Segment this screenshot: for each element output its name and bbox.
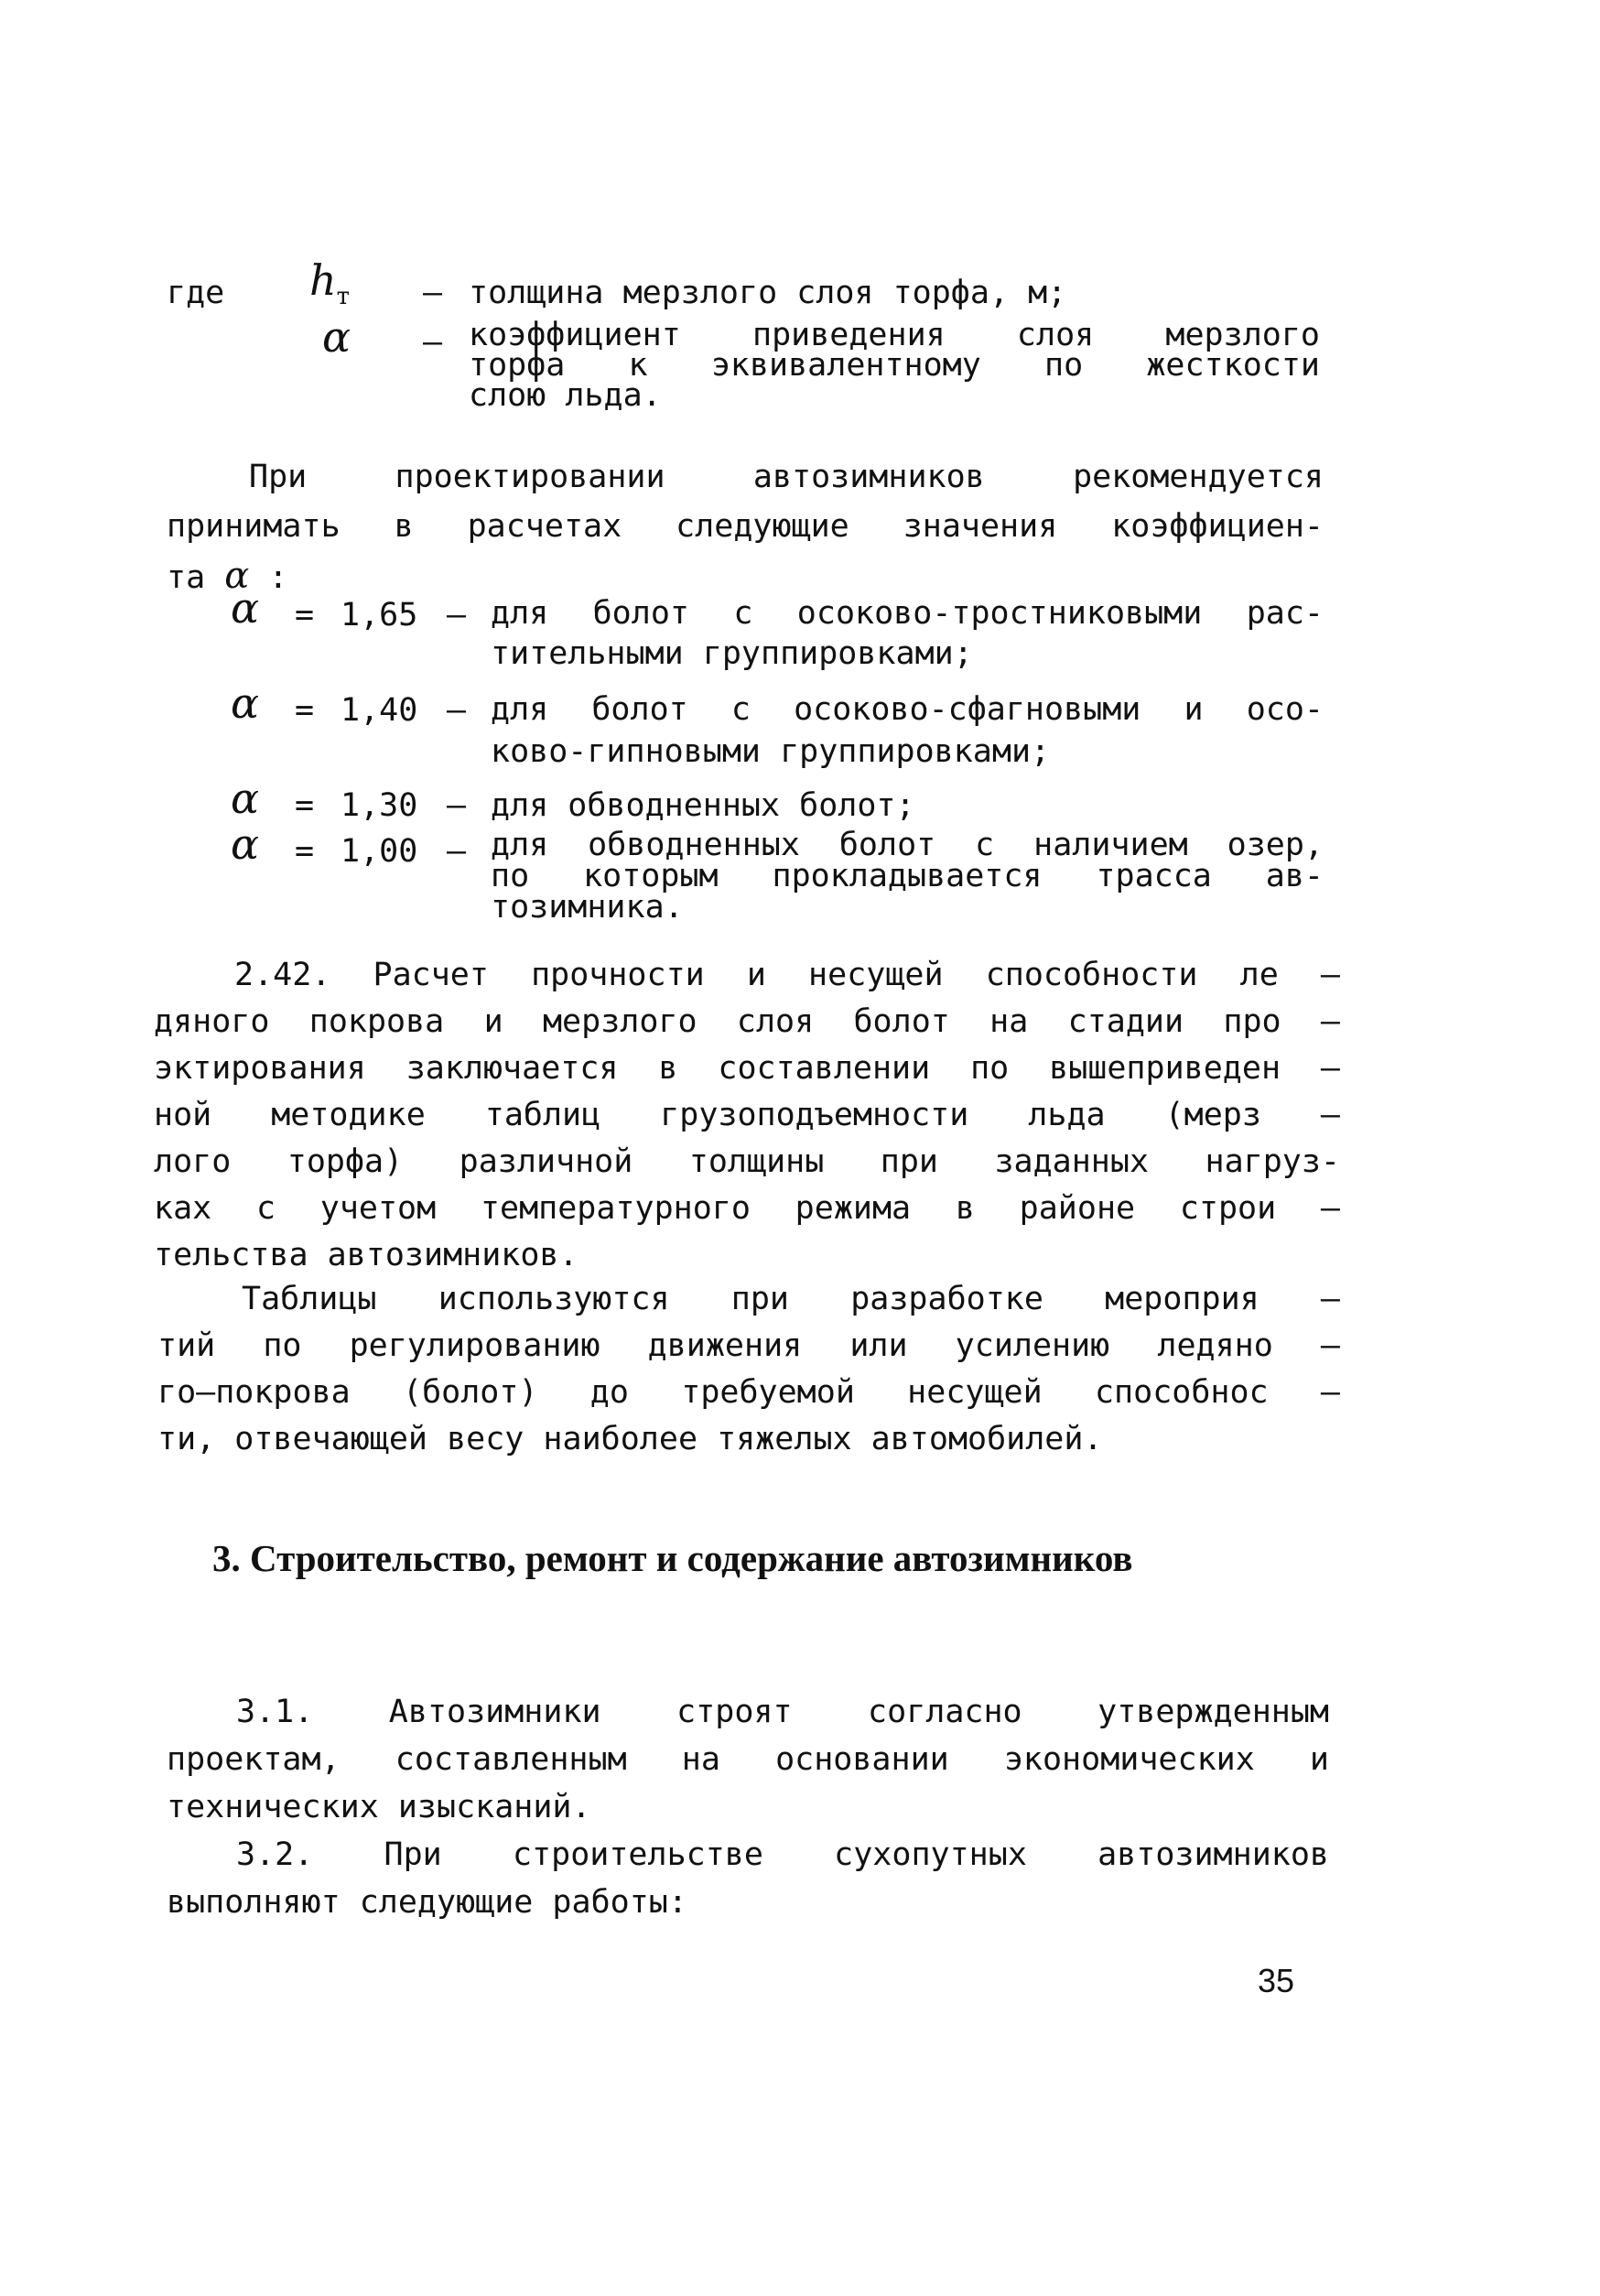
page-number: 35 bbox=[1258, 1962, 1295, 1999]
where-label: где bbox=[167, 275, 225, 311]
paragraph-3-1: 3.1. Автозимники строят согласно утвержденным проектам, составленным на основании экономических и технических изысканий. bbox=[167, 1694, 1329, 1825]
coefficient-value: 1,65 bbox=[341, 597, 418, 634]
paragraph-tables: Таблицы используются при разработке мероприя – тий по регулированию движения или усилению ледяно – го–покрова (болот) до требуемой несущей способнос – ти, отвечающей весу наиболее тяжелых автомобилей. bbox=[157, 1281, 1340, 1457]
symbol-alpha: α bbox=[231, 819, 260, 869]
definition-dash: – bbox=[423, 324, 443, 361]
coefficient-dash: – bbox=[447, 692, 467, 729]
symbol-h: $h_т$ bbox=[309, 255, 351, 311]
symbol-alpha: α bbox=[322, 312, 351, 362]
coefficient-dash: – bbox=[447, 833, 467, 870]
coefficient-value: 1,40 bbox=[341, 692, 418, 729]
paragraph-2-42: 2.42. Расчет прочности и несущей способности ле – дяного покрова и мерзлого слоя болот на стадии про – эктирования заключается в составлении по вышеприведен – ной методике таблиц грузоподъемности льда (мерз – лого торфа) различной толщины при заданных нагруз- ках с учетом температурного режима в районе строи – тельства автозимников. bbox=[154, 957, 1340, 1273]
equals-sign: = bbox=[295, 692, 315, 729]
section-heading: 3. Строительство, ремонт и содержание автозимников bbox=[212, 1537, 1133, 1579]
coefficient-description: для болот с осоково-сфагновыми и осо- ково-гипновыми группировками; bbox=[491, 691, 1324, 770]
coefficient-dash: – bbox=[447, 597, 467, 634]
paragraph-3-2: 3.2. При строительстве сухопутных автозимников выполняют следующие работы: bbox=[167, 1836, 1329, 1921]
coefficient-value: 1,30 bbox=[341, 787, 418, 824]
intro-paragraph: При проектировании автозимников рекомендуется принимать в расчетах следующие значения коэффициен- та α : bbox=[167, 459, 1324, 597]
symbol-alpha: α bbox=[231, 678, 260, 728]
coefficient-value: 1,00 bbox=[341, 833, 418, 870]
equals-sign: = bbox=[295, 833, 315, 870]
definition-h: толщина мерзлого слоя торфа, м; bbox=[469, 275, 1067, 311]
equals-sign: = bbox=[295, 597, 315, 634]
equals-sign: = bbox=[295, 787, 315, 824]
symbol-alpha: α bbox=[231, 583, 260, 633]
definition-dash: – bbox=[423, 275, 443, 311]
coefficient-description: для обводненных болот; bbox=[491, 787, 915, 824]
symbol-alpha: α bbox=[224, 555, 250, 597]
symbol-alpha: α bbox=[231, 774, 260, 823]
definition-alpha: коэффициент приведения слоя мерзлого торфа к эквивалентному по жесткости слою льда. bbox=[469, 317, 1320, 414]
coefficient-description: для болот с осоково-тростниковыми рас- тительными группировками; bbox=[491, 595, 1324, 672]
coefficient-dash: – bbox=[447, 787, 467, 824]
coefficient-description: для обводненных болот с наличием озер, по которым прокладывается трасса ав- тозимника. bbox=[491, 827, 1324, 926]
